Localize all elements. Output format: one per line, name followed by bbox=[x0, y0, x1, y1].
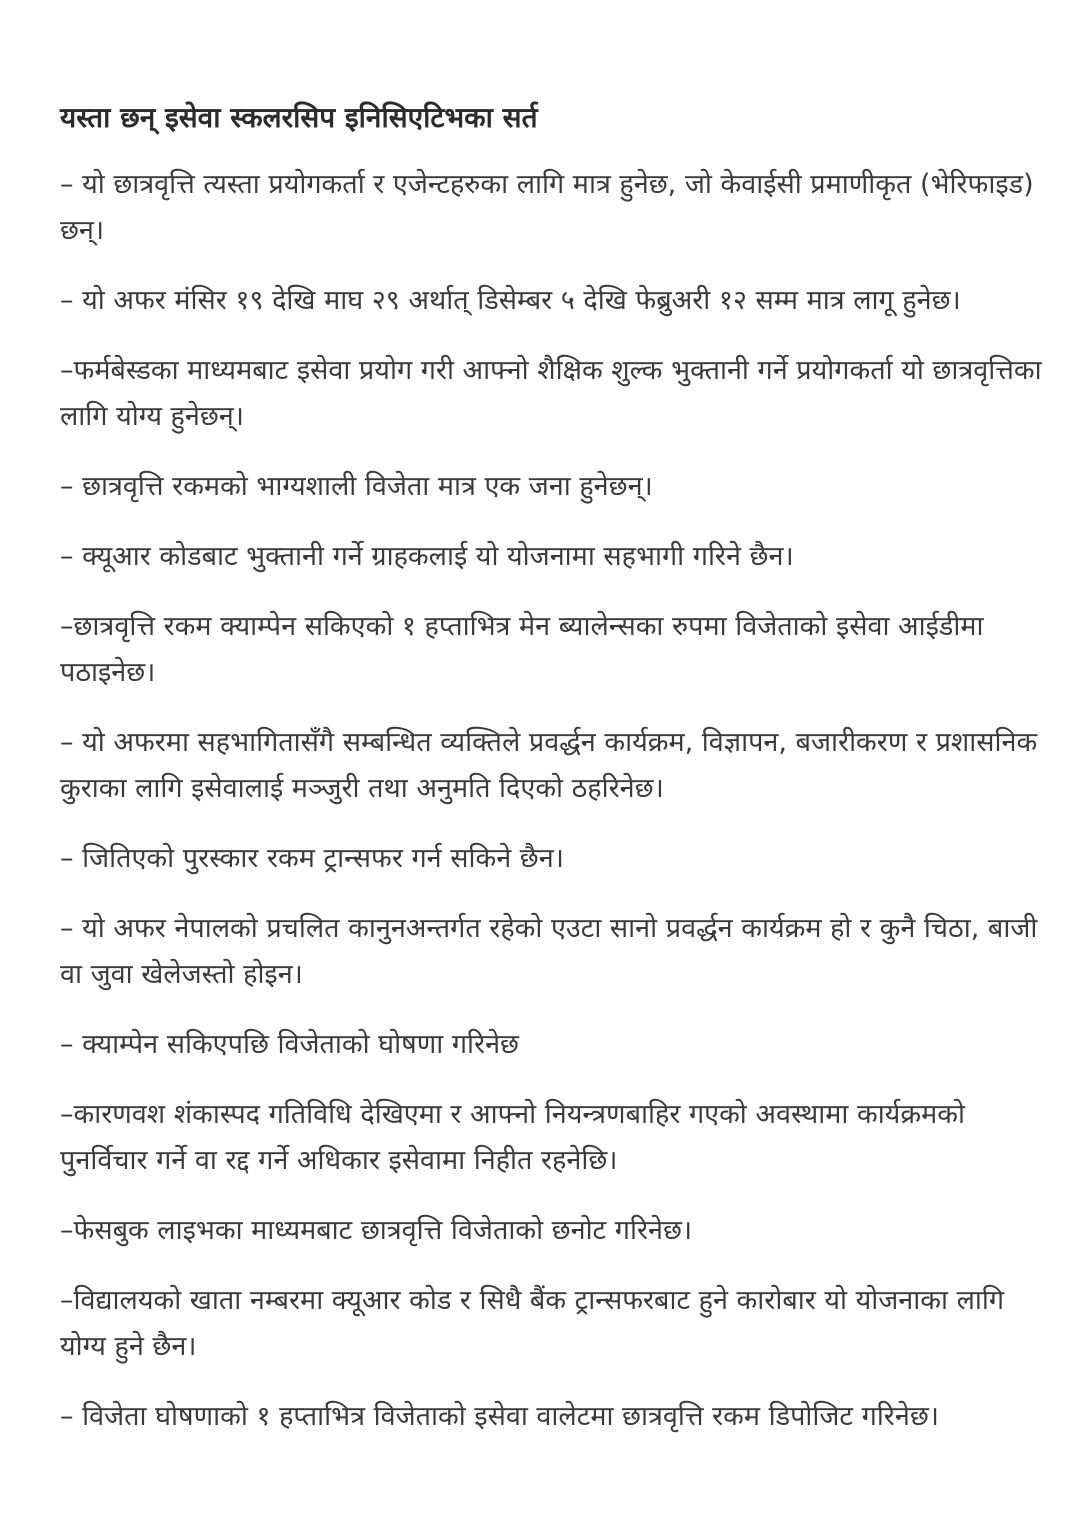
condition-item-8: – जितिएको पुरस्कार रकम ट्रान्सफर गर्न सकिने छैन। bbox=[60, 843, 564, 874]
article-heading: यस्ता छन् इसेवा स्कलरसिप इनिसिएटिभका सर्त bbox=[60, 101, 538, 134]
condition-item-12: –फेसबुक लाइभका माध्यमबाट छात्रवृत्ति विजेताको छनोट गरिनेछ। bbox=[60, 1215, 693, 1246]
condition-item-1: – यो छात्रवृत्ति त्यस्ता प्रयोगकर्ता र एजेन्टहरुका लागि मात्र हुनेछ, जो केवाईसी प्रमाणीकृत (भेरिफाइड) छन्। bbox=[60, 169, 1034, 246]
condition-item-4: – छात्रवृत्ति रकमको भाग्यशाली विजेता मात्र एक जना हुनेछन्। bbox=[60, 471, 653, 502]
condition-item-6: –छात्रवृत्ति रकम क्याम्पेन सकिएको १ हप्ताभित्र मेन ब्यालेन्सका रुपमा विजेताको इसेवा आईडीमा पठाइनेछ। bbox=[60, 611, 984, 688]
condition-item-3: –फर्मबेस्डका माध्यमबाट इसेवा प्रयोग गरी आफ्नो शैक्षिक शुल्क भुक्तानी गर्ने प्रयोगकर्ता यो छात्रवृत्तिका लागि योग्य हुनेछन्। bbox=[60, 355, 1042, 432]
condition-item-2: – यो अफर मंसिर १९ देखि माघ २९ अर्थात् डिसेम्बर ५ देखि फेब्रुअरी १२ सम्म मात्र लागू हुनेछ। bbox=[60, 285, 961, 316]
condition-item-9: – यो अफर नेपालको प्रचलित कानुनअन्तर्गत रहेको एउटा सानो प्रवर्द्धन कार्यक्रम हो र कुनै चिठा, बाजी वा जुवा खेलेजस्तो होइन। bbox=[60, 913, 1038, 990]
condition-item-10: – क्याम्पेन सकिएपछि विजेताको घोषणा गरिनेछ bbox=[60, 1029, 519, 1060]
condition-item-13: –विद्यालयको खाता नम्बरमा क्यूआर कोड र सिधै बैंक ट्रान्सफरबाट हुने कारोबार यो योजनाका लागि योग्य हुने छैन। bbox=[60, 1285, 1005, 1362]
condition-item-14: – विजेता घोषणाको १ हप्ताभित्र विजेताको इसेवा वालेटमा छात्रवृत्ति रकम डिपोजिट गरिनेछ। bbox=[60, 1401, 939, 1432]
article-body bbox=[60, 96, 1050, 1464]
condition-item-7: – यो अफरमा सहभागितासँगै सम्बन्धित व्यक्तिले प्रवर्द्धन कार्यक्रम, विज्ञापन, बजारीकरण र प्रशासनिक कुराका लागि इसेवालाई मञ्जुरी तथा अनुमति दिएको ठहरिनेछ। bbox=[60, 727, 1038, 804]
condition-item-5: – क्यूआर कोडबाट भुक्तानी गर्ने ग्राहकलाई यो योजनामा सहभागी गरिने छैन। bbox=[60, 541, 794, 572]
condition-item-11: –कारणवश शंकास्पद गतिविधि देखिएमा र आफ्नो नियन्त्रणबाहिर गएको अवस्थामा कार्यक्रमको पुनर्विचार गर्ने वा रद्द गर्ने अधिकार इसेवामा निहीत रहनेछि। bbox=[60, 1099, 965, 1176]
